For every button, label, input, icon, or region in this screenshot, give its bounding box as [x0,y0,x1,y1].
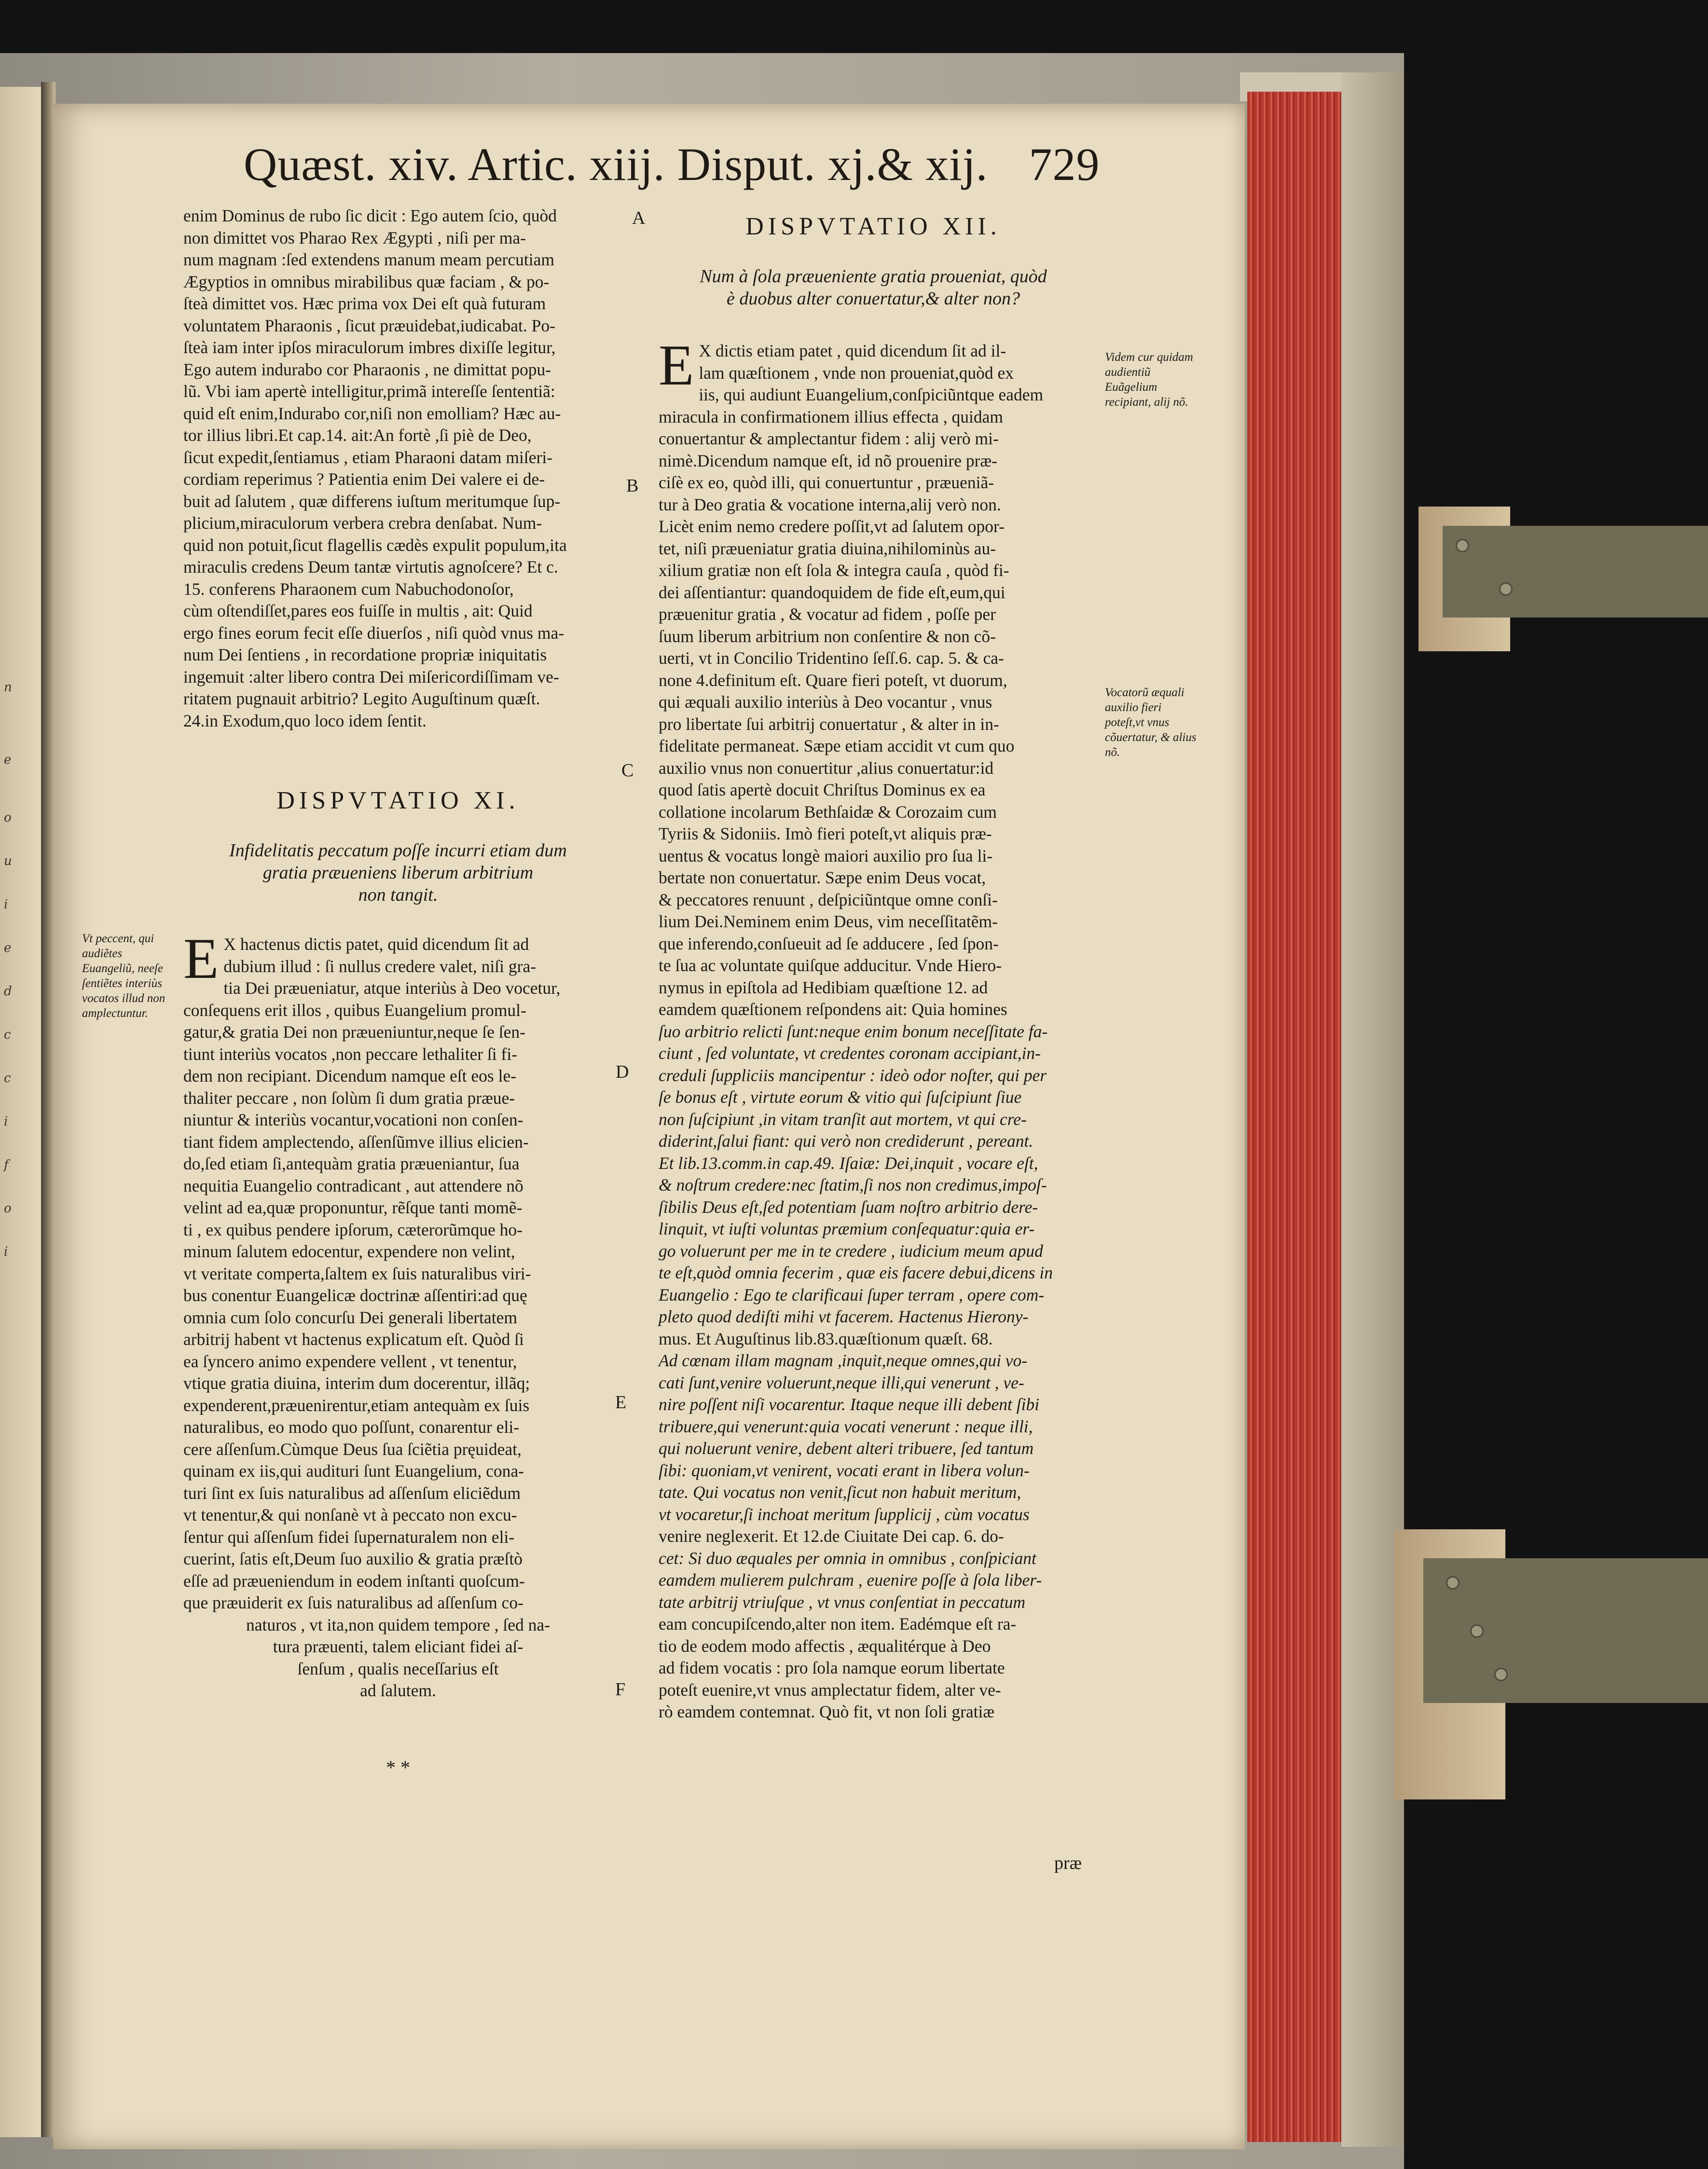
red-page-edges [1247,92,1341,2142]
rivet-icon [1457,540,1468,551]
left-page-fragment: f [4,1158,9,1172]
left-page-fragment: e [4,941,12,955]
left-page-edge [0,87,41,2137]
left-page-fragment: c [4,1071,11,1085]
col1-margin-note: Vt peccent, qui audiẽtes Euangeliũ, neeſe ſentiẽtes interiùs vocatos illud non amplectuntur. [82,932,165,1020]
section-letter: F [615,1679,626,1700]
section-letter: D [616,1062,629,1082]
clasp-upper [1443,526,1708,618]
section-letter: A [632,208,646,228]
section-letter: C [621,760,634,781]
running-head [244,137,1098,191]
col2-margin-note-1: Videm cur quidam audientiũ Euãgelium recipiant, alij nõ. [1105,351,1193,409]
disputation-12-title: DISPVTATIO XII. [745,213,1001,240]
col1-top-text: enim Dominus de rubo ſic dicit : Ego autem ſcio, quòd non dimittet vos Pharao Rex Ægypti , niſi per ma- num magnam :ſed extendens manum meam percutiam Ægyptios in omnibus mirabilibus quæ faciam , & po- ſteà dimittet vos. Hæc prima vox Dei eſt quà futuram voluntatem Pharaonis , ſicut præuidebat,iudicabat. Po- ſteà iam inter ipſos miraculorum imbres dixiſſe legitur, Ego autem indurabo cor Pharaonis , ne dimittat popu- lũ. Vbi iam apertè intelligitur,primã intereſſe ſententiã: quid eſt enim,Indurabo cor,niſi non emolliam? Hæc au- tor illius libri.Et cap.14. ait:An fortè ,ſi piè de Deo, ſicut expedit,ſentiamus , etiam Pharaoni datam miſeri- cordiam reperimus ? Patientia enim Dei valere ei de- buit ad ſalutem , quæ differens iuſtum meritumque ſup- plicium,miraculorum verbera crebra denſabat. Num- quid non potuit,ſicut flagellis cædès expulit populum,ita miraculis credens Deum tantæ virtutis agnoſcere? Et c. 15. conferens Pharaonem cum Nabuchodonoſor, cùm oſtendiſſet,pares eos fuiſſe in multis , ait: Quid ergo fines eorum fecit eſſe diuerſos , niſi quòd vnus ma- num Dei ſentiens , in recordatione propriæ iniquitatis ingemuit :alter libero contra Dei miſericordiſſimam ve- ritatem pugnauit arbitrio? Legito Auguſtinum quæſt. 24.in Exodum,quo loco idem ſentit. [183,206,567,730]
left-page-fragment: e [4,753,12,767]
rivet-icon [1472,1626,1482,1636]
col1-body-text: E X hactenus dictis patet, quid dicendum ſit ad dubium illud : ſi nullus credere valet, niſi gra- tia Dei præueniatur, atque interiùs à Deo vocetur, conſequens erit illos , quibus Euangelium promul- gatur,& gratia Dei non præueniuntur,neque ſe ſen- tiunt interiùs vocatos ,non peccare lethaliter ſi fi- dem non recipiant. Dicendum namque eſt eos le- thaliter peccare , non ſolùm ſi dum gratia præue- niuntur & interiùs vocantur,vocationi non conſen- tiant fidem amplectendo, aſſenſũmve illius elicien- do,ſed etiam ſi,antequàm gratia præueniantur, ſua nequitia Euangelio contradicant , aut attendere nõ velint ad ea,quæ proponuntur, rẽſque tanti momẽ- ti , ex quibus pendere ipſorum, cæterorũmque ho- minum ſalutem edocentur, expendere non velint, vt veritate comperta,ſaltem ex ſuis naturalibus viri- bus conentur Euangelicæ doctrinæ aſſentiri:ad quę omnia cum ſolo concurſu Dei generali libertatem arbitrij habent vt hactenus explicatum eſt. Quòd ſi ea ſyncero animo expendere vellent , vt tenentur, vtique gratia diuina, interim dum docerentur, illãq; expenderent,præuenirentur,etiam antequàm ex ſuis naturalibus, eo modo quo poſſunt, conarentur eli- cere aſſenſum.Cùmque Deus ſua ſciẽtia pręuideat, quinam ex iis,qui audituri ſunt Euangelium, cona- turi ſint ex ſuis naturalibus ad aſſenſum eliciẽdum vt tenentur,& qui nonſanè vt à peccato non excu- ſentur qui aſſenſum fidei ſupernaturalem non eli- cuerint, ſatis eſt,Deum ſuo auxilio & gratia præſtò eſſe ad præueniendum in eodem inſtanti quoſcum- que præuiderit ex ſuis naturalibus ad aſſenſum co- naturos , vt ita,non quidem tempore , ſed na- tura præuenti, talem eliciant fidei aſ- ſenſum , qualis neceſſarius eſt ad ſalutem. [183,926,561,1700]
disputation-11-subtitle: Infidelitatis peccatum poſſe incurri etiam dum gratia præueniens liberum arbitrium non tangit. [229,840,567,905]
left-page-fragment: i [4,1245,8,1259]
left-page-fragment: i [4,897,8,912]
left-page-fragment: u [4,854,12,868]
rivet-icon [1447,1578,1458,1588]
col2-body-text: E X dictis etiam patet , quid dicendum ſit ad il- lam quæſtionem , vnde non proueniat,quòd ex iis, qui audiunt Euangelium,conſpiciũntque eadem miracula in confirmationem illius effecta , quidam conuertantur & amplectantur fidem : alij verò mi- nimè.Dicendum namque eſt, id nõ prouenire præ- ciſè ex eo, quòd illi, qui conuertuntur , præueniã- tur à Deo gratia & vocatione interna,alij verò non. Licèt enim nemo credere poſſit,vt ad ſalutem opor- tet, niſi præueniatur gratia diuina,nihilominùs au- xilium gratiæ non eſt ſola & integra cauſa , quòd fi- dei aſſentiantur: quandoquidem de fide eſt,eum,qui præuenitur gratia , & vocatur ad fidem , poſſe per ſuum liberum arbitrium non conſentire & non cõ- uerti, vt in Concilio Tridentino ſeſſ.6. cap. 5. & ca- none 4.definitum eſt. Quare fieri poteſt, vt duorum, qui æquali auxilio interiùs à Deo vocantur , vnus pro libertate ſui arbitrij conuertatur , & alter in in- fidelitate permaneat. Sæpe etiam accidit vt cum quo auxilio vnus non conuertitur ,alius conuertatur:id quod ſatis apertè docuit Chriſtus Dominus ex ea collatione incolarum Bethſaidæ & Corozaim cum Tyriis & Sidoniis. Imò fieri poteſt,vt aliquis præ- uentus & vocatus longè maiori auxilio pro ſua li- bertate non conuertatur. Sæpe enim Deus vocat, & peccatores renuunt , deſpiciũntque omne conſi- lium Dei.Neminem enim Deus, vim neceſſitatẽm- que inferendo,conſueuit ad ſe adducere , ſed ſpon- te ſua ac voluntate quiſque adducitur. Vnde Hiero- nymus in epiſtola ad Hedibiam quæſtione 12. ad eamdem quæſtionem reſpondens ait: Quia homines ſuo arbitrio relicti ſunt:neque enim bonum neceſſitate fa- ciunt , ſed voluntate, vt credentes coronam accipiant,in- creduli ſuppliciis mancipentur : ideò odor noſter, qui per ſe bonus eſt , virtute eorum & vitio qui ſuſcipiunt ſiue non ſuſcipiunt ,in vitam tranſit aut mortem, vt qui cre- diderint,ſalui fiant: qui verò non crediderunt , pereant. Et lib.13.comm.in cap.49. Iſaiæ: Dei,inquit , vocare eſt, & noſtrum credere:nec ſtatim,ſi nos non credimus,impoſ- ſibilis Deus eſt,ſed potentiam ſuam noſtro arbitrio dere- linquit, vt iuſti voluntas præmium conſequatur:quia er- go voluerunt per me in te credere , iudicium meum apud te eſt,quòd omnia fecerim , quæ eis facere debui,dicens in Euangelio : Ego te clarificaui ſuper terram , opere com- pleto quod dediſti mihi vt facerem. Hactenus Hierony- mus. Et Auguſtinus lib.83.quæſtionum quæſt. 68. Ad cœnam illam magnam ,inquit,neque omnes,qui vo- cati ſunt,venire voluerunt,neque illi,qui venerunt , ve- nire poſſent niſi vocarentur. Itaque neque illi debent ſibi tribuere,qui venerunt:quia vocati venerunt : neque illi, qui noluerunt venire, debent alteri tribuere, ſed tantum ſibi: quoniam,vt venirent, vocati erant in libera volun- tate. Qui vocatus non venit,ſicut non habuit meritum, vt vocaretur,ſi inchoat meritum ſupplicij , cùm vocatus venire neglexerit. Et 12.de Ciuitate Dei cap. 6. do- cet: Si duo æquales per omnia in omnibus , conſpiciant eamdem mulierem pulchram , euenire poſſe à ſola liber- tate arbitrij vtriuſque , vt vnus conſentiat in peccatum eam concupiſcendo,alter non item. Eadémque eſt ra- tio de eodem modo affectis , æqualitérque à Deo ad fidem vocatis : pro ſola namque eorum libertate poteſt euenire,vt vnus amplectatur fidem, alter ve- rò eamdem contemnat. Quò fit, vt non ſoli gratiæ [659,333,1053,1721]
page-number: 729 [1029,138,1100,190]
clasp-lower [1423,1558,1708,1703]
left-page-fragment: c [4,1028,11,1042]
left-page-fragment: i [4,1114,8,1129]
left-page-fragment: o [4,810,12,825]
section-letter: E [615,1392,627,1413]
rivet-icon [1501,584,1511,594]
disputation-12-subtitle: Num à ſola præueniente gratia proueniat, quòd è duobus alter conuertatur,& alter non? [700,266,1047,309]
section-letter: B [626,476,639,496]
left-page-fragment: d [4,984,12,999]
left-page-fragment: o [4,1201,12,1216]
end-ornament: * * [386,1757,410,1778]
catchword: præ [1054,1853,1082,1873]
left-page-fragment: n [4,680,12,695]
drop-cap: E [183,926,219,990]
disputation-11-title: DISPVTATIO XI. [276,787,520,814]
drop-cap: E [659,333,694,397]
col2-margin-note-2: Vocatorũ æquali auxilio fieri poteſt,vt vnus cõuertatur, & alius nõ. [1105,686,1197,759]
running-head-title: Quæst. xiv. Artic. xiij. Disput. xj.& xij. [244,138,988,190]
rivet-icon [1496,1669,1506,1680]
back-board [1341,72,1404,2147]
